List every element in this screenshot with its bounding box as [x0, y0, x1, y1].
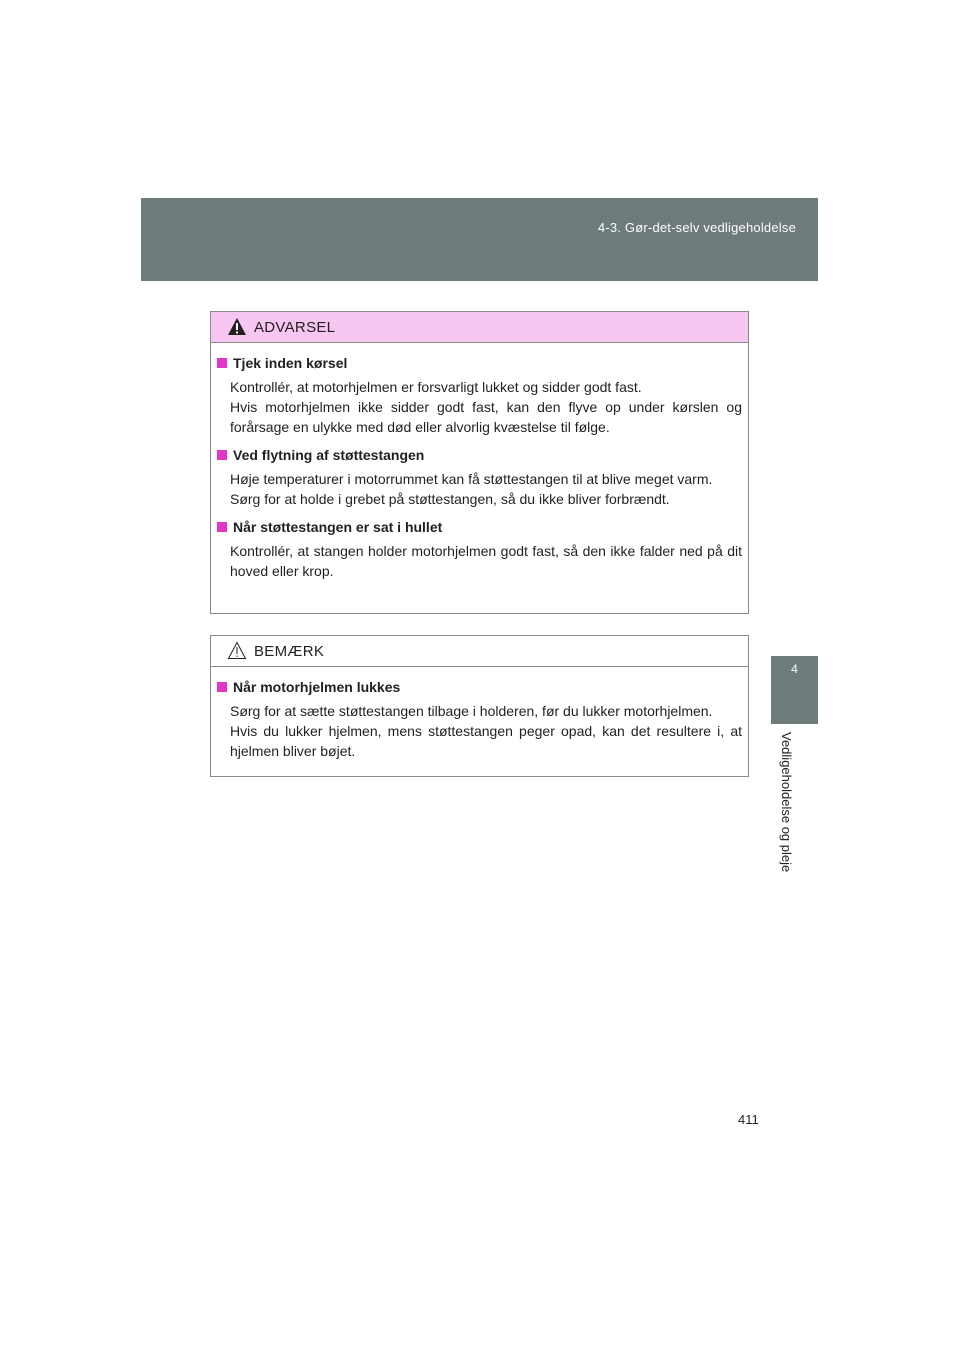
section-text: Kontrollér, at motorhjelmen er forsvarligt lukket og sidder godt fast.	[230, 379, 642, 395]
section-text: Hvis du lukker hjelmen, mens støttestangen peger opad, kan det resultere i, at hjelmen bliver bøjet.	[230, 723, 742, 759]
section-text: Sørg for at sætte støttestangen tilbage i holderen, før du lukker motorhjelmen.	[230, 703, 713, 719]
notice-box-title: BEMÆRK	[254, 643, 325, 660]
section-text: Høje temperaturer i motorrummet kan få støttestangen til at blive meget varm.	[230, 471, 713, 487]
square-bullet-icon	[217, 682, 227, 692]
warning-section	[217, 445, 742, 509]
page-number: 411	[738, 1112, 759, 1127]
warning-box-title: ADVARSEL	[254, 319, 336, 336]
notice-box	[210, 635, 749, 777]
square-bullet-icon	[217, 358, 227, 368]
notice-section	[217, 677, 742, 761]
section-text: Hvis motorhjelmen ikke sidder godt fast, kan den flyve op under kørslen og forårsage en ulykke med død eller alvorlig kvæstelse til følge.	[230, 399, 742, 435]
section-heading: Tjek inden kørsel	[233, 355, 348, 371]
chapter-side-label: Vedligeholdelse og pleje	[779, 732, 794, 873]
section-text: Sørg for at holde i grebet på støttestangen, så du ikke bliver forbrændt.	[230, 491, 670, 507]
chapter-side-tab	[771, 656, 818, 724]
warning-triangle-icon	[227, 317, 247, 336]
section-heading: Ved flytning af støttestangen	[233, 447, 425, 463]
chapter-header-band	[141, 198, 818, 281]
warning-section	[217, 353, 742, 437]
warning-box	[210, 311, 749, 614]
section-heading: Når støttestangen er sat i hullet	[233, 519, 443, 535]
chapter-title: 4-3. Gør-det-selv vedligeholdelse	[597, 220, 796, 235]
section-heading: Når motorhjelmen lukkes	[233, 679, 401, 695]
square-bullet-icon	[217, 522, 227, 532]
square-bullet-icon	[217, 450, 227, 460]
caution-triangle-icon	[227, 641, 247, 660]
chapter-number: 4	[791, 662, 798, 676]
notice-box-header	[211, 636, 748, 667]
section-text: Kontrollér, at stangen holder motorhjelmen godt fast, så den ikke falder ned på dit hoved eller krop.	[230, 543, 742, 579]
warning-box-header	[211, 312, 748, 343]
warning-section	[217, 517, 742, 581]
